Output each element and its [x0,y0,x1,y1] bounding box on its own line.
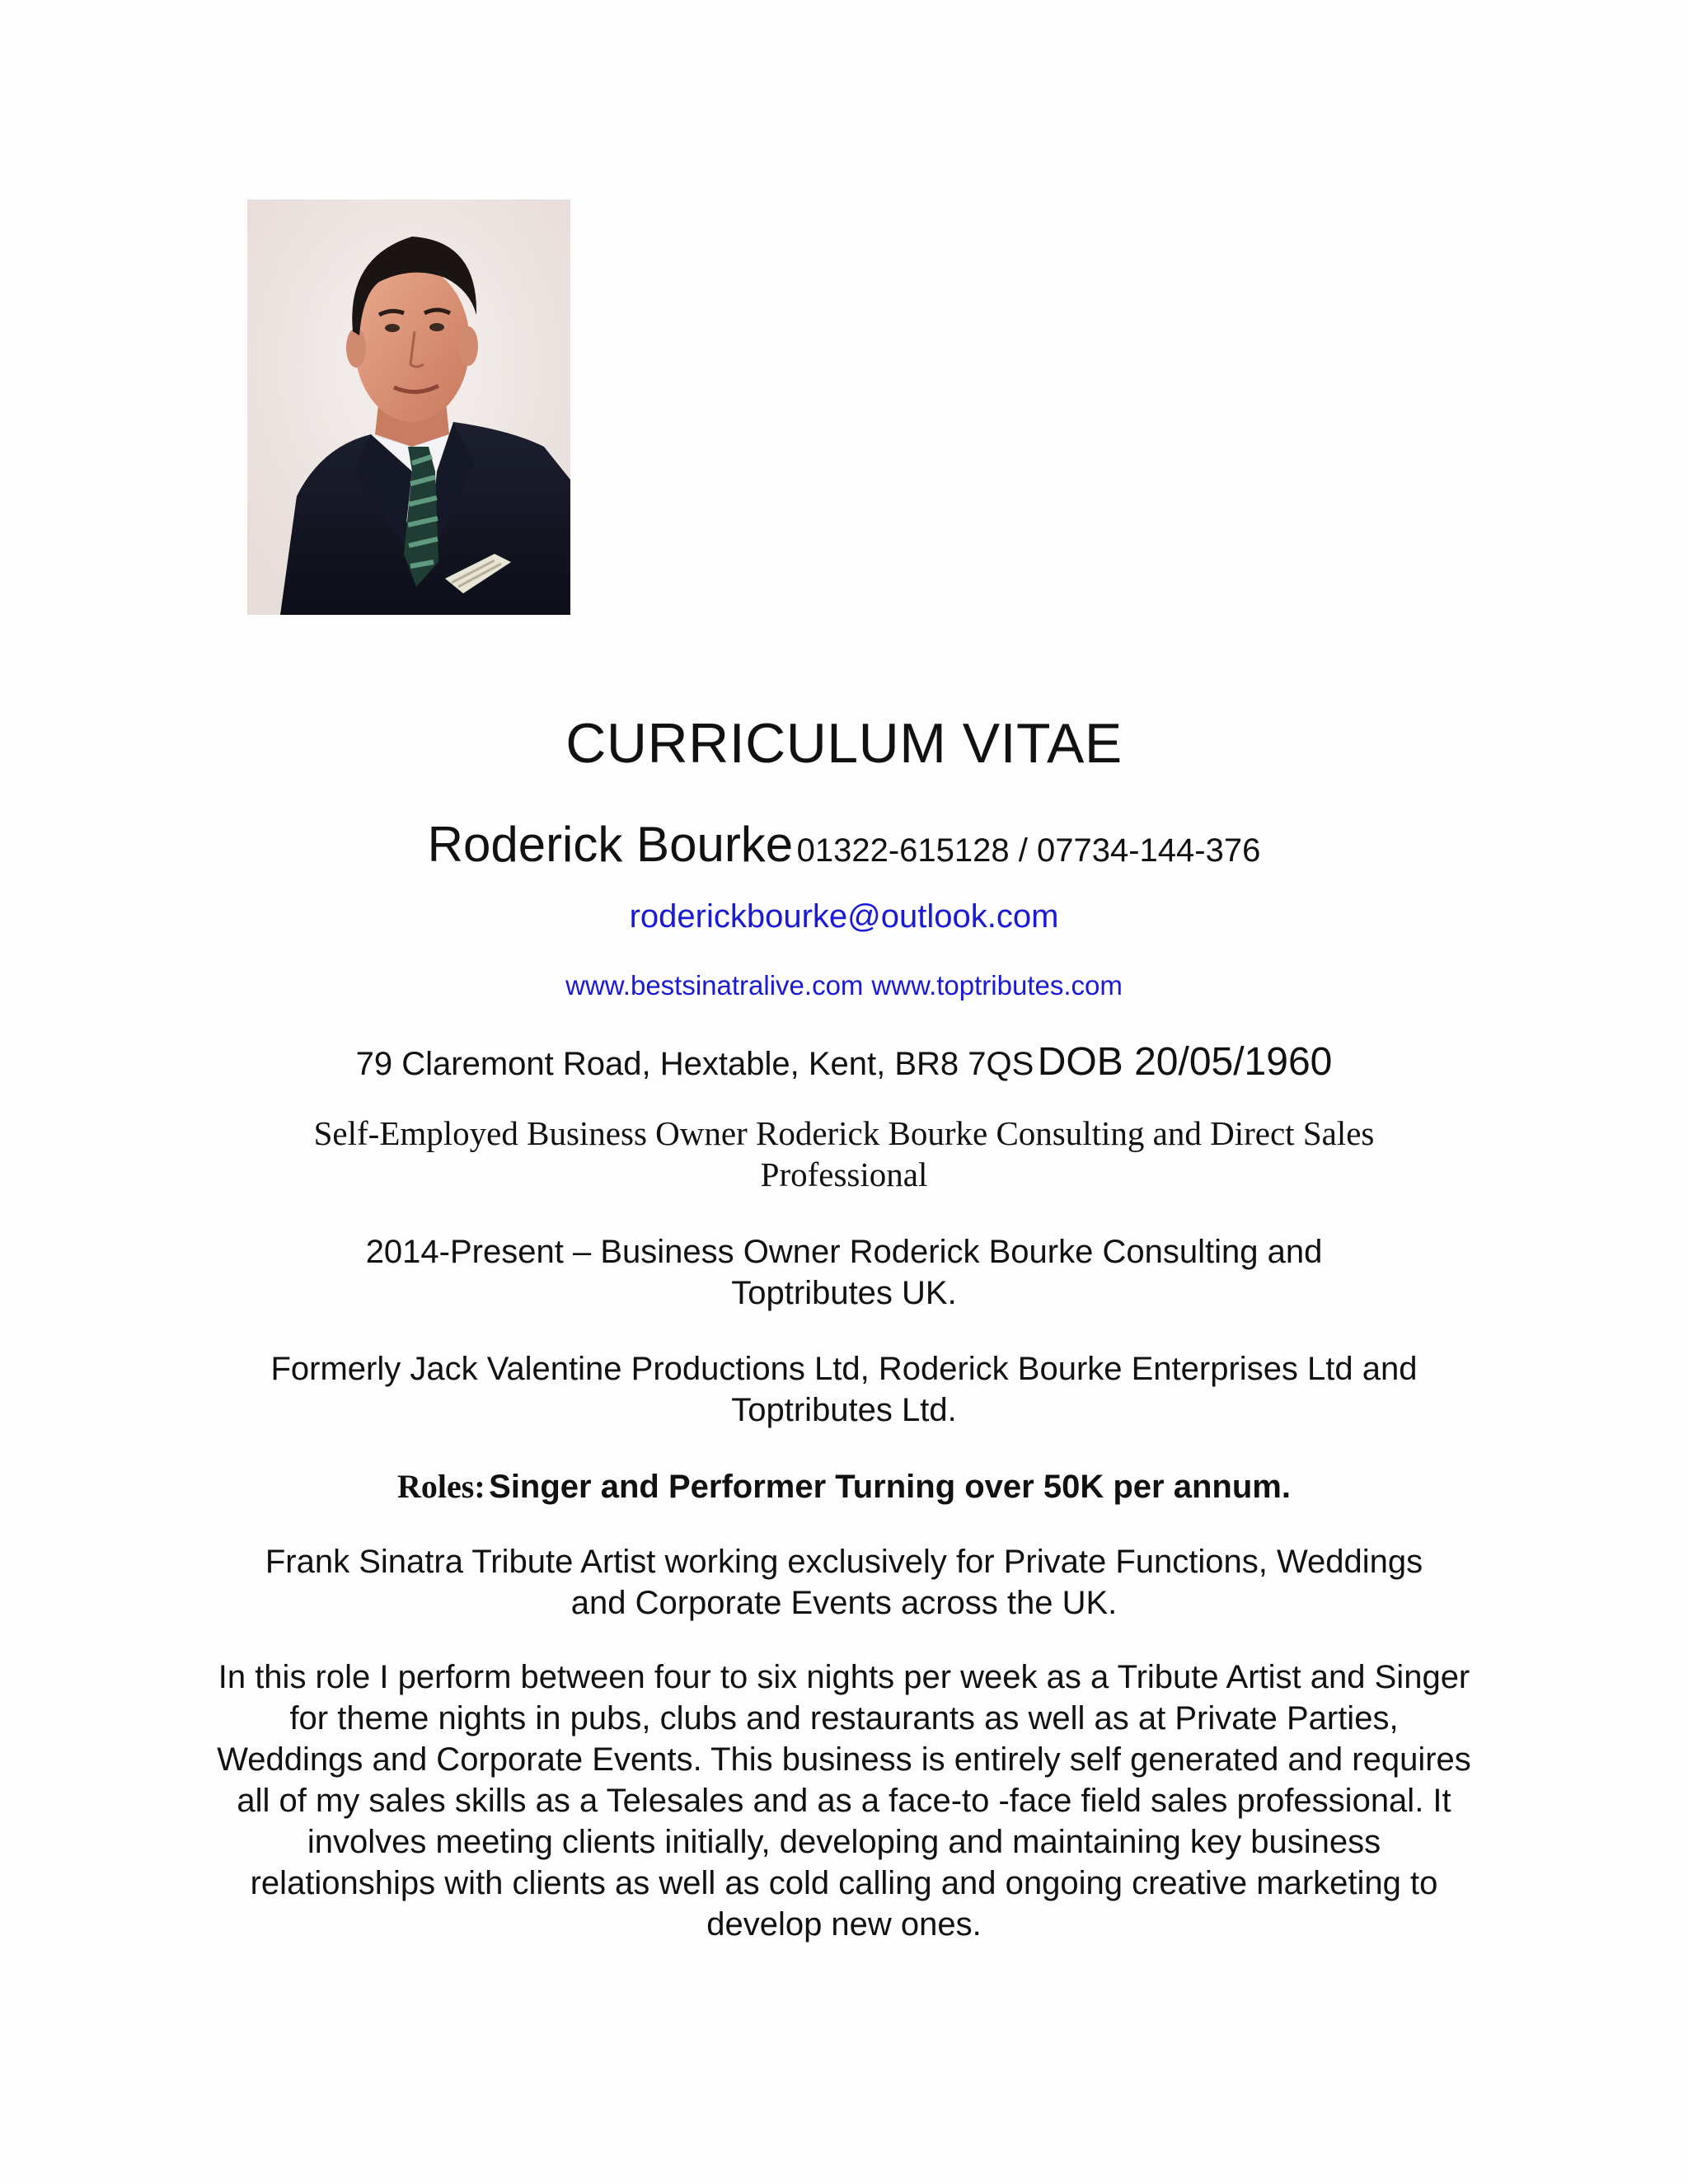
phone-numbers: 01322-615128 / 07734-144-376 [796,832,1261,869]
date-of-birth: DOB 20/05/1960 [1037,1040,1333,1084]
address: 79 Claremont Road, Hextable, Kent, BR8 7QS [355,1046,1034,1082]
cv-title: CURRICULUM VITAE [565,712,1123,775]
roles-label: Roles: [397,1468,485,1505]
current-role-paragraph: 2014-Present – Business Owner Roderick Bourke Consulting and Toptributes UK. [365,1234,1323,1311]
description-paragraph: In this role I perform between four to six nights per week as a Tribute Artist and Singer for theme nights in pubs, clubs and restaurants as well as at Private Parties, Weddings and Corporate Events. This business is entirely self generated and requires all of my sales skills as a Telesales and as a face-to -face field sales professional. It involves meeting clients initially, developing and maintaining key business relationships with clients as well as cold calling and ongoing creative marketing to develop new ones. [217,1659,1471,1943]
name-phone-line [214,816,1474,887]
website-link[interactable]: www.bestsinatralive.com [565,970,864,1001]
email-link[interactable]: roderickbourke@outlook.com [629,898,1059,935]
websites-line [214,968,1474,1004]
summary-paragraph: Self-Employed Business Owner Roderick Bourke Consulting and Direct Sales Professional [313,1114,1375,1193]
candidate-name: Roderick Bourke [427,817,794,872]
former-companies-paragraph: Formerly Jack Valentine Productions Ltd, Roderick Bourke Enterprises Ltd and Toptributes Ltd. [270,1351,1418,1428]
roles-line [214,1464,1474,1517]
profile-photo [247,199,570,615]
roles-text: Singer and Performer Turning over 50K per annum. [489,1469,1291,1505]
website-link[interactable]: www.toptributes.com [871,970,1123,1001]
address-dob-line [214,1033,1474,1100]
tribute-paragraph: Frank Sinatra Tribute Artist working exclusively for Private Functions, Weddings and Corporate Events across the UK. [265,1544,1423,1621]
